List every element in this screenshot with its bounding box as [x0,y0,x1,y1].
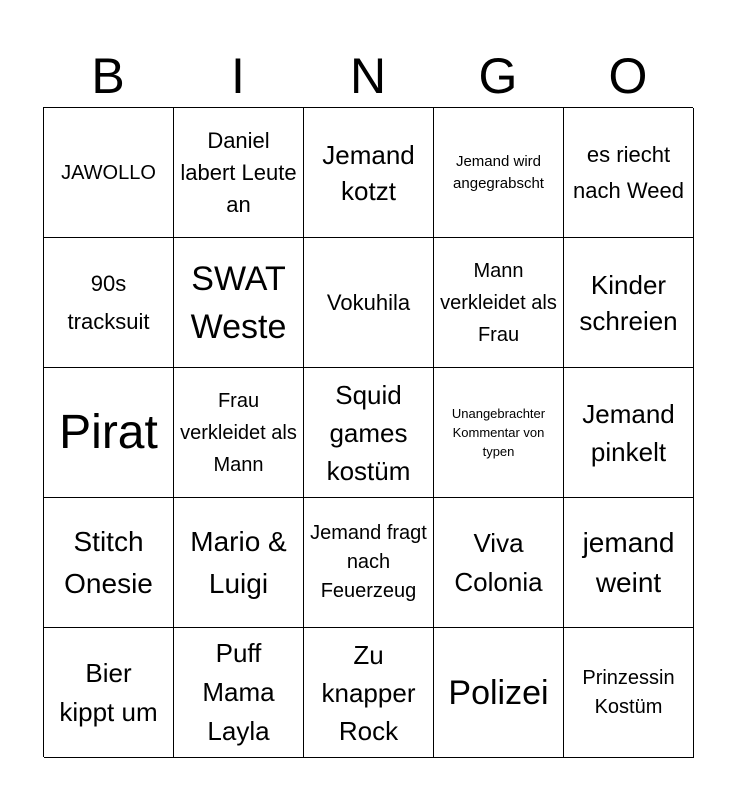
cell-text: Mario & Luigi [190,525,287,599]
bingo-cell[interactable] [174,108,304,238]
cell-text: Pirat [59,405,158,459]
header-letter-g: G [478,48,518,104]
cell-text: es riecht nach Weed [573,141,684,203]
bingo-cell[interactable] [564,628,694,758]
bingo-cell[interactable] [434,108,564,238]
bingo-cell[interactable] [44,368,174,498]
bingo-cell[interactable] [564,498,694,628]
cell-text: Vokuhila [326,289,411,315]
bingo-cell[interactable] [434,238,564,368]
bingo-cell[interactable] [174,368,304,498]
bingo-cell[interactable] [304,238,434,368]
bingo-cell[interactable] [174,628,304,758]
cell-text: Mann verkleidet als Frau [440,259,557,346]
header-letter-i: I [231,48,245,104]
cell-text: Jemand kotzt [322,139,415,206]
bingo-cell[interactable] [174,238,304,368]
cell-text: SWAT Weste [190,259,287,346]
cell-text: Squid games kostüm [326,379,411,486]
header-letter-n: N [349,48,387,104]
bingo-cell[interactable] [304,628,434,758]
cell-text: Jemand fragt nach Feuerzeug [310,522,427,602]
cell-text: Viva Colonia [454,527,543,597]
bingo-cell[interactable] [434,368,564,498]
bingo-cell[interactable] [174,498,304,628]
cell-text: Jemand pinkelt [582,398,675,467]
bingo-header [43,44,693,108]
bingo-cell[interactable] [434,628,564,758]
cell-text: Stitch Onesie [64,525,153,599]
cell-text: Puff Mama Layla [202,638,275,746]
bingo-cell[interactable] [304,368,434,498]
header-letter-o: O [608,48,648,104]
bingo-cell[interactable] [564,368,694,498]
cell-text: JAWOLLO [61,161,156,184]
bingo-board [43,107,693,757]
cell-text: Kinder schreien [579,269,678,336]
cell-text: Polizei [448,673,549,712]
bingo-cell[interactable] [44,628,174,758]
cell-text: Jemand wird angegrabscht [453,152,544,192]
cell-text: Prinzessin Kostüm [582,666,675,718]
cell-text: Unangebrachter Kommentar von typen [451,406,546,459]
header-letter-b: B [91,48,125,104]
bingo-cell[interactable] [44,498,174,628]
bingo-cell[interactable] [304,498,434,628]
cell-text: Bier kippt um [59,657,158,727]
bingo-cell[interactable] [564,238,694,368]
cell-text: Daniel labert Leute an [180,127,297,217]
cell-text: jemand weint [582,526,675,598]
bingo-cell[interactable] [304,108,434,238]
cell-text: 90s tracksuit [67,270,150,334]
cell-text: Frau verkleidet als Mann [180,389,297,476]
cell-text: Zu knapper Rock [321,639,416,746]
bingo-cell[interactable] [44,238,174,368]
bingo-cell[interactable] [434,498,564,628]
bingo-cell[interactable] [564,108,694,238]
bingo-cell[interactable] [44,108,174,238]
